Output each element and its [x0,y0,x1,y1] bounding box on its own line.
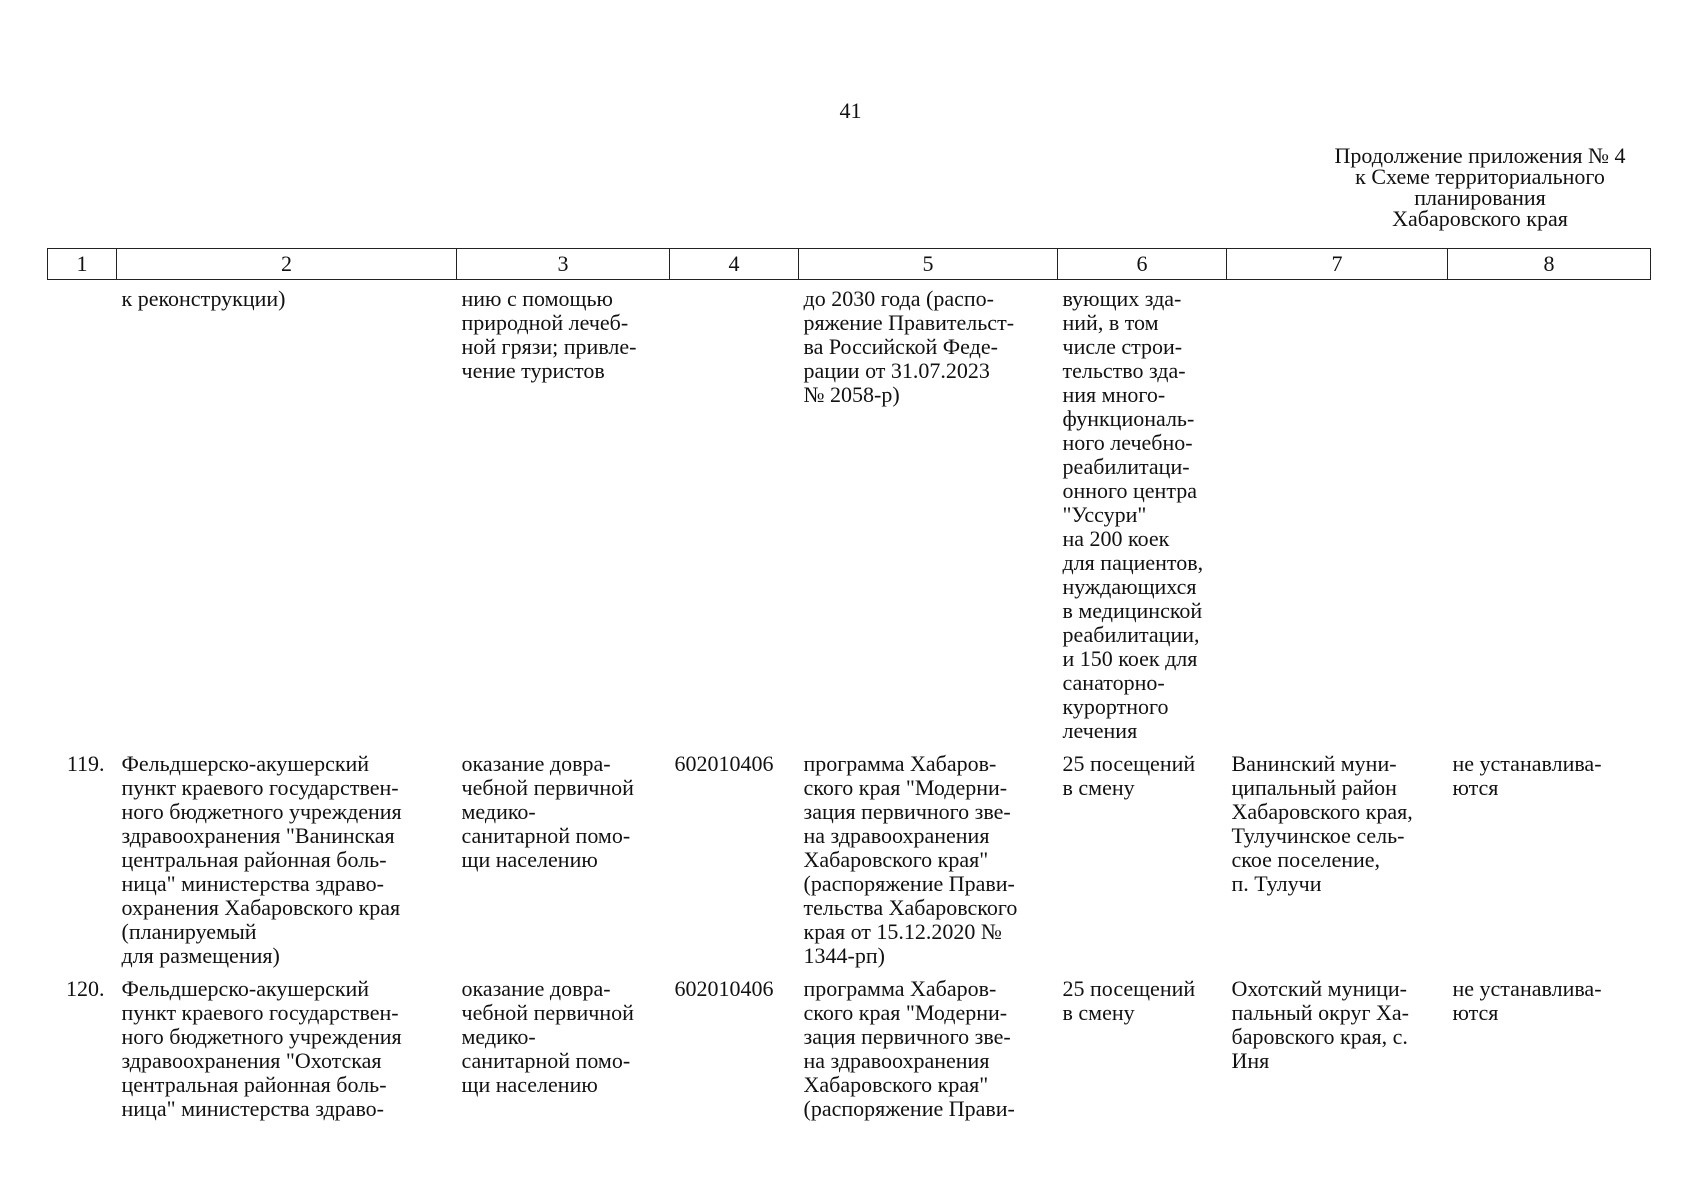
column-number-header: 1 [48,249,117,280]
purpose-cell: оказание довра- чебной первичной медико- санитарной помо- щи населению [461,976,634,1097]
zones-cell [1448,280,1651,753]
location-cell: Охотский муници- пальный округ Ха- баровского края, с. Иня [1231,976,1409,1073]
code-cell: 602010406 [674,751,774,776]
column-number-header: 3 [457,249,670,280]
basis-cell: программа Хабаров- ского края "Модерни- зация первичного зве- на здравоохранения Хабаровского края" (распоряжение Прави- [803,976,1015,1121]
code-cell [670,280,799,753]
capacity-cell: 25 посещений в смену [1062,976,1196,1025]
column-numbers-row [48,249,1651,280]
column-number-header: 8 [1448,249,1651,280]
purpose-cell: нию с помощью природной лечеб- ной грязи; привле- чение туристов [461,286,637,383]
appendix-header [1300,145,1660,229]
row-number-cell [48,280,117,753]
appendix-header-line: Продолжение приложения № 4 [1334,143,1626,168]
location-cell: Ванинский муни- ципальный район Хабаровского края, Тулучинское сель- ское поселение, п. Тулучи [1231,751,1413,896]
facility-name-cell: к реконструкции) [121,286,286,311]
basis-cell: программа Хабаров- ского края "Модерни- зация первичного зве- на здравоохранения Хабаровского края" (распоряжение Прави- тельства Хабаровского края от 15.12.2020 № 1344-рп) [803,751,1018,968]
appendix-header-line: планирования [1414,185,1546,210]
capacity-cell: вующих зда- ний, в том числе строи- тельство зда- ния много- функциональ- ного лечебно- реабилитаци- онного центра "Уссури" на 200 коек для пациентов, нуждающихся в медицинской реабилитации, и 150 коек для санаторно- курортного лечения [1062,286,1204,743]
column-number-header: 6 [1058,249,1227,280]
facilities-table [47,248,1651,1130]
capacity-cell: 25 посещений в смену [1062,751,1196,800]
row-number-cell: 120. [66,976,105,1001]
column-number-header: 5 [799,249,1058,280]
zones-cell: не устанавлива- ются [1452,976,1602,1025]
table-row [48,977,1651,1130]
basis-cell: до 2030 года (распо- ряжение Правительст- ва Российской Феде- рации от 31.07.2023 № 2058-р) [803,286,1015,407]
code-cell: 602010406 [674,976,774,1001]
column-number-header: 4 [670,249,799,280]
facility-name-cell: Фельдшерско-акушерский пункт краевого государствен- ного бюджетного учреждения здравоохранения "Охотская центральная районная боль- ница" министерства здраво- [121,976,402,1121]
row-number-cell: 119. [66,751,105,776]
table-row [48,752,1651,977]
column-number-header: 7 [1227,249,1448,280]
column-number-header: 2 [117,249,457,280]
appendix-header-line: Хабаровского края [1392,206,1568,231]
purpose-cell: оказание довра- чебной первичной медико- санитарной помо- щи населению [461,751,634,872]
table-row-continuation [48,280,1651,753]
zones-cell: не устанавлива- ются [1452,751,1602,800]
location-cell [1227,280,1448,753]
page-number: 41 [839,98,862,123]
facility-name-cell: Фельдшерско-акушерский пункт краевого государствен- ного бюджетного учреждения здравоохранения "Ванинская центральная районная боль- ница" министерства здраво- охранения Хабаровского края (планируемый для размещения) [121,751,402,968]
appendix-header-line: к Схеме территориального [1355,164,1605,189]
